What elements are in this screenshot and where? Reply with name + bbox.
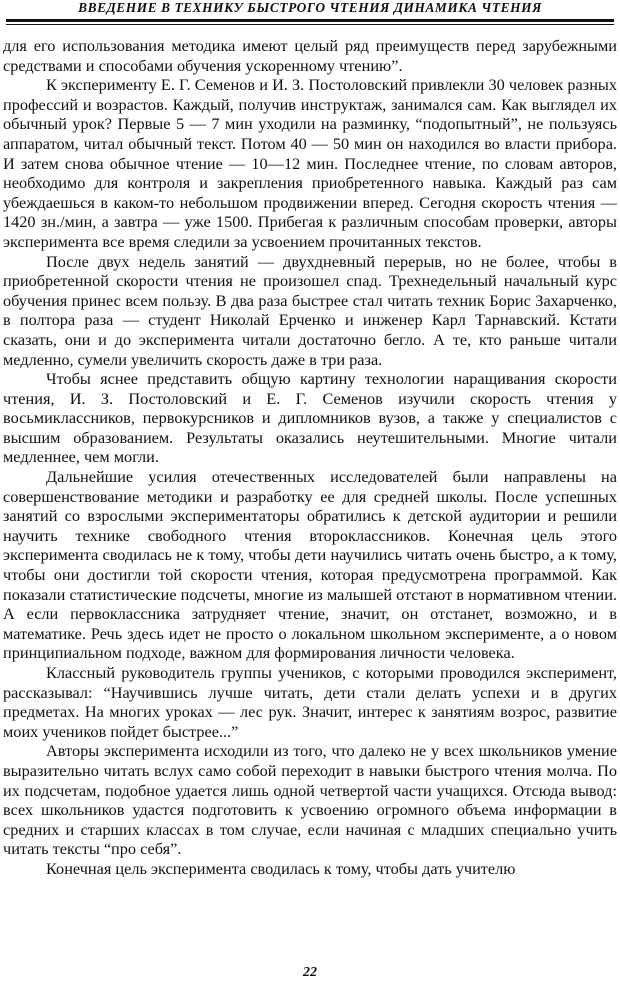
page-number: 22 [303,965,317,980]
paragraph-4: Чтобы яснее представить общую картину технологии наращивания скорости чтения, И. З. Постоловский и Е. Г. Семенов изучили скорость чтения у восьмиклассников, первокурсников и дипломников вузов, а также у специалистов с высшим образованием. Результаты оказались неутешительными. Многие читали медленнее, чем могли. [3,369,617,467]
paragraph-2: К эксперименту Е. Г. Семенов и И. З. Постоловский привлекли 30 человек разных профессий и возрастов. Каждый, получив инструктаж, занимался сам. Как выглядел их обычный урок? Первые 5 — 7 мин уходили на разминку, “подопытный”, не пользуясь аппаратом, читал обычный текст. Потом 40 — 50 мин он находился во власти прибора. И затем снова обычное чтение — 10—12 мин. Последнее чтение, по словам авторов, необходимо для контроля и закрепления приобретенного навыка. Каждый раз сам убеждаешься в каком-то небольшом продвижении вперед. Сегодня скорость чтения — 1420 зн./мин, а завтра — уже 1500. Прибегая к различным способам проверки, авторы эксперимента все время следили за усвоением прочитанных текстов. [3,75,617,251]
paragraph-5: Дальнейшие усилия отечественных исследователей были направлены на совершенствование методики и разработку ее для средней школы. После успешных занятий со взрослыми экспериментаторы обратились к детской аудитории и решили научить технике свободного чтения второклассников. Конечная цель этого эксперимента сводилась не к тому, чтобы дети научились читать очень быстро, а к тому, чтобы они достигли той скорости чтения, которая предусмотрена программой. Как показали статистические подсчеты, многие из малышей отстают в нормативном чтении. А если первоклассника затрудняет чтение, значит, он отстанет, возможно, и в математике. Речь здесь идет не просто о локальном школьном эксперименте, а о новом принципиальном подходе, важном для формирования личности человека. [3,467,617,663]
body-text [3,36,617,879]
paragraph-7: Авторы эксперимента исходили из того, что далеко не у всех школьников умение выразительно читать вслух само собой переходит в навыки быстрого чтения молча. По их подсчетам, подобное удается лишь одной четвертой части учащихся. Отсюда вывод: всех школьников удастся подготовить к усвоению огромного объема информации в средних и старших классах в том случае, если начиная с младших специально учить читать тексты “про себя”. [3,741,617,859]
paragraph-8: Конечная цель эксперимента сводилась к тому, чтобы дать учителю [46,858,516,878]
paragraph-3: После двух недель занятий — двухдневный перерыв, но не более, чтобы в приобретенной скорости чтения не произошел спад. Трехнедельный начальный курс обучения принес всем пользу. В два раза быстрее стал читать техник Борис Захарченко, в полтора раза — студент Николай Ерченко и инженер Карл Тарнавский. Кстати сказать, они и до эксперимента читали достаточно бегло. А те, кто раньше читали медленно, сумели увеличить скорость даже в три раза. [3,251,617,369]
paragraph-6: Классный руководитель группы учеников, с которыми проводился эксперимент, рассказывал: “Научившись лучше читать, дети стали делать успехи и в других предметах. На многих уроках — лес рук. Значит, интерес к занятиям возрос, развитие моих учеников пойдет быстрее...” [3,663,617,741]
header-rule-thick [6,19,614,22]
header-rule-thin [6,24,614,25]
paragraph-1: для его использования методика имеют целый ряд преимуществ перед зарубежными средствами и способами обучения ускоренному чтению”. [3,36,617,75]
running-header: ВВЕДЕНИЕ В ТЕХНИКУ БЫСТРОГО ЧТЕНИЯ ДИНАМИКА ЧТЕНИЯ [78,0,542,15]
